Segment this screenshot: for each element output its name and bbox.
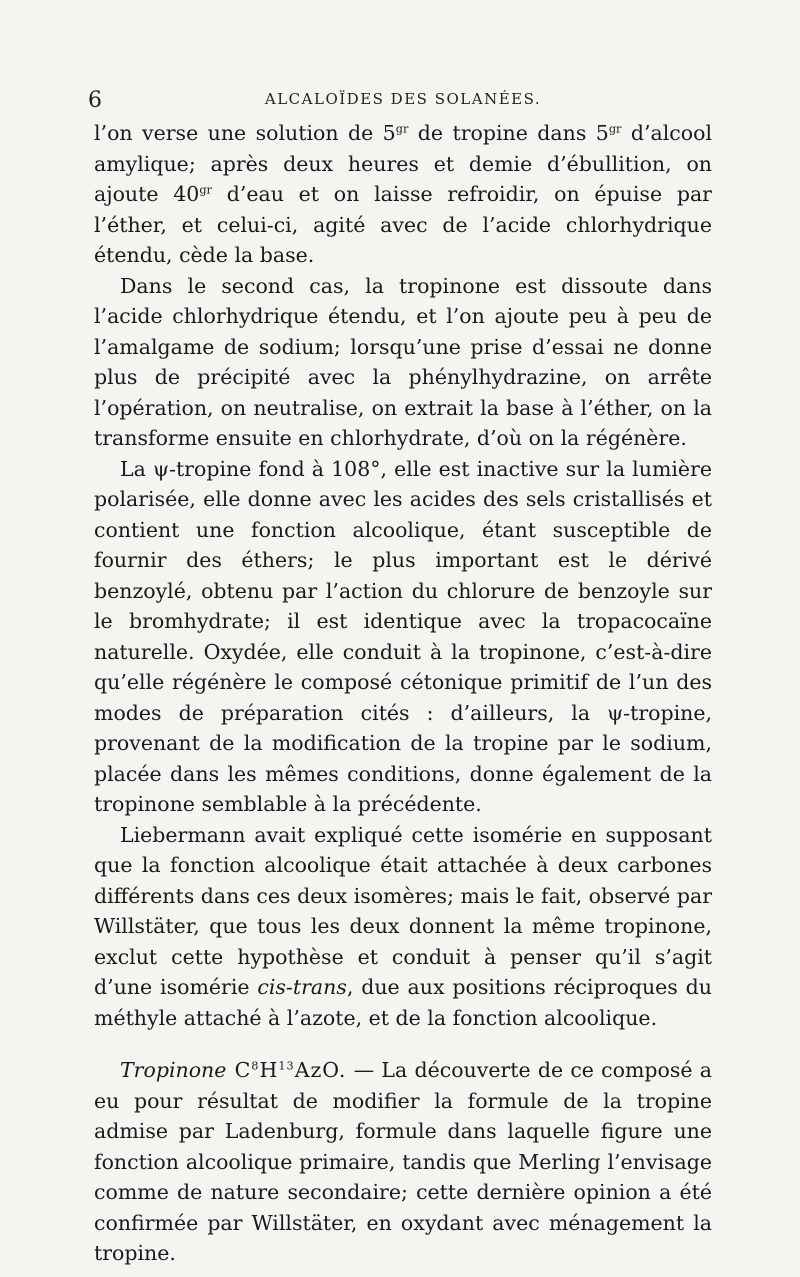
formula-azo: AzO. <box>294 1058 347 1082</box>
p4-text-2: , due aux positions réciproques du méthyle attaché à l’azote, et de la fonction alcoolique. <box>94 975 713 1030</box>
p1-unit-1: gr <box>395 122 409 136</box>
paragraph-5 <box>94 1055 712 1269</box>
running-title: ALCALOÏDES DES SOLANÉES. <box>264 90 542 108</box>
paragraph-2: Dans le second cas, la tropinone est dissoute dans l’acide chlorhydrique étendu, et l’on ajoute peu à peu de l’amalgame de sodium; lorsqu’une prise d’essai ne donne plus de précipité avec la phénylhydrazine, on arrête l’opération, on neutralise, on extrait la base à l’éther, on la transforme ensuite en chlorhydrate, d’où on la régénère. <box>94 273 712 450</box>
p1-text-2: de tropine dans 5 <box>408 121 609 145</box>
p1-text-3: d’alcool amylique; après deux heures et demie d’ébullition, on ajoute 40 <box>94 121 713 206</box>
p5-text: — La découverte de ce composé a eu pour résultat de modifier la formule de la tropine admise par Ladenburg, formule dans laquelle figure une fonction alcoolique primaire, tandis que Merling l’envisage comme de nature secondaire; cette dernière opinion a été confirmée par Willstäter, en oxydant avec ménagement la tropine. <box>94 1058 712 1265</box>
p1-text-4: d’eau et on laisse refroidir, on épuise par l’éther, et celui-ci, agité avec de l’acide chlorhydrique étendu, cède la base. <box>94 182 712 267</box>
body-text <box>94 118 712 1269</box>
p1-unit-2: gr <box>608 122 622 136</box>
formula-h-sub: 13 <box>278 1059 295 1073</box>
page-number: 6 <box>88 88 102 113</box>
p1-unit-3: gr <box>199 183 212 197</box>
paragraph-1 <box>94 118 712 271</box>
section-title-tropinone: Tropinone <box>120 1058 227 1082</box>
formula-c: C <box>226 1058 252 1082</box>
paragraph-4 <box>94 820 712 1034</box>
paragraph-3: La ψ-tropine fond à 108°, elle est inactive sur la lumière polarisée, elle donne avec les acides des sels cristallisés et contient une fonction alcoolique, étant susceptible de fournir des éthers; le plus important est le dérivé benzoylé, obtenu par l’action du chlorure de benzoyle sur le bromhydrate; il est identique avec la tropacocaïne naturelle. Oxydée, elle conduit à la tropinone, c’est-à-dire qu’elle régénère le composé cétonique primitif de l’un des modes de préparation cités : d’ailleurs, la ψ-tropine, provenant de la modification de la tropine par le sodium, placée dans les mêmes conditions, donne également de la tropinone semblable à la précédente. <box>94 456 712 816</box>
page-header <box>88 88 718 116</box>
p4-text-1: Liebermann avait expliqué cette isomérie en supposant que la fonction alcoolique était attachée à deux carbones différents dans ces deux isomères; mais le fait, observé par Willstäter, que tous les deux donnent la même tropinone, exclut cette hypothèse et conduit à penser qu’il s’agit d’une isomérie <box>94 822 712 999</box>
formula-c-sub: 8 <box>251 1059 260 1073</box>
formula <box>226 1058 346 1082</box>
p4-italic-term: cis-trans <box>257 975 347 999</box>
p1-text-1: l’on verse une solution de 5 <box>94 121 396 145</box>
formula-h: H <box>259 1058 279 1082</box>
